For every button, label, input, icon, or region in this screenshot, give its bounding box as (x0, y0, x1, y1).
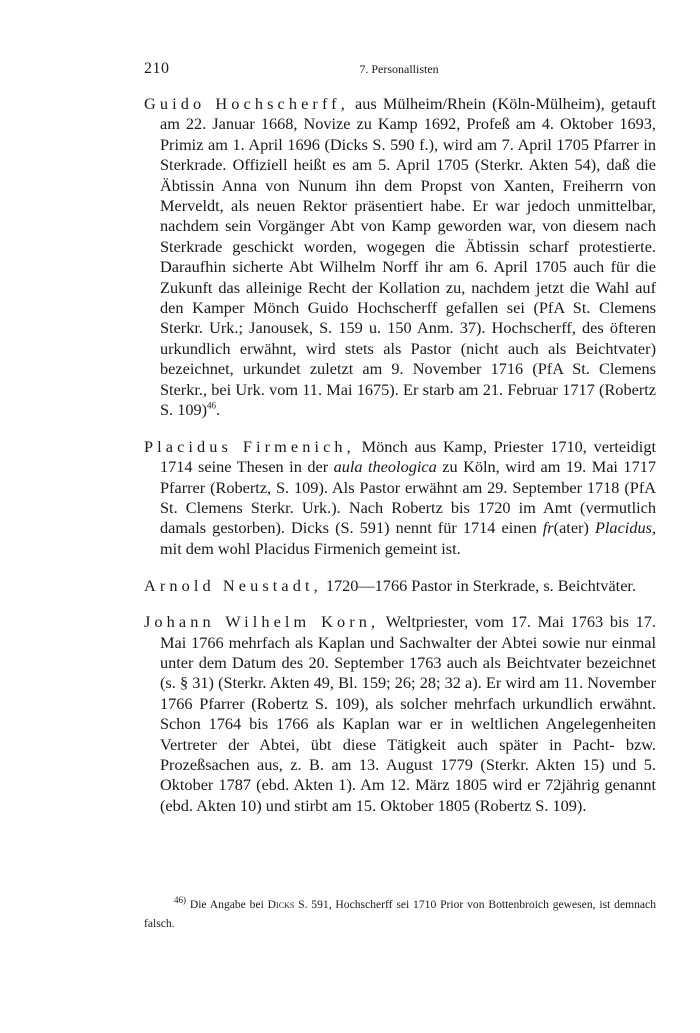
entry-text: aus Mülheim/Rhein (Köln-Mülheim), getauft am 22. Januar 1668, Novize zu Kamp 1692, Profeß am 4. Oktober 1693, Primiz am 1. April 1696 (Dicks S. 590 f.), wird am 7. April 1705 Pfarrer in Sterkrade. Offiziell heißt es am 5. April 1705 (Sterkr. Akten 54), daß die Äbtissin Anna von Nunum ihn dem Propst von Xanten, Freiherrn von Merveldt, als neuen Rektor präsentiert habe. Er war jedoch unmittelbar, nachdem sein Vorgänger Abt von Kamp geworden war, von diesem nach Sterkrade geschickt worden, wogegen die Äbtissin scharf protestierte. Daraufhin sicherte Abt Wilhelm Norff ihr am 6. April 1705 auch für die Zukunft das alleinige Recht der Kollation zu, nachdem jetzt die Wahl auf den Kamper Mönch Guido Hochscherff gefallen sei (PfA St. Clemens Sterkr. Urk.; Janousek, S. 159 u. 150 Anm. 37). Hochscherff, des öfteren urkundlich erwähnt, wird stets als Pastor (nicht auch als Beichtvater) bezeichnet, urkundet zuletzt am 9. November 1716 (PfA St. Clemens Sterkr., bei Urk. vom 11. Mai 1675). Er starb am 21. Februar 1717 (Robertz S. 109) (160, 94, 657, 420)
entry-johann-wilhelm-korn (144, 612, 656, 816)
entry-name: Arnold Neustadt, (144, 575, 322, 595)
footnote-text: S. 591, Hochscherff sei 1710 Prior von Bottenbroich gewesen, ist demnach falsch. (144, 898, 656, 930)
footnote-ref: 46 (207, 400, 217, 411)
entry-name: Placidus Firmenich, (144, 436, 355, 456)
entry-placidus-firmenich (144, 437, 656, 559)
running-head: 7. Personallisten (359, 62, 439, 76)
entry-text: Mönch aus Kamp, Priester 1710, verteidigt 1714 seine Thesen in der (160, 436, 656, 477)
footnote (144, 895, 656, 933)
entry-text: (ater) (553, 518, 595, 538)
entry-arnold-neustadt (144, 576, 656, 596)
page-number: 210 (144, 60, 170, 77)
footnote-marker: 46) (174, 895, 186, 906)
italic-term: aula theologica (333, 457, 437, 477)
footnote-text: Die Angabe bei (186, 898, 268, 911)
personnel-list (144, 94, 656, 820)
italic-term: Placidus, (594, 518, 657, 538)
entry-text: Weltpriester, vom 17. Mai 1763 bis 17. Mai 1766 mehrfach als Kaplan und Sachwalter der Abtei sowie nur einmal unter dem Datum des 20. September 1763 auch als Beichtvater bezeichnet (s. § 31) (Sterkr. Akten 49, Bl. 159; 26; 28; 32 a). Er wird am 11. November 1766 Pfarrer (Robertz S. 109), als solcher mehrfach urkundlich erwähnt. Schon 1764 bis 1766 als Kaplan war er in weltlichen Angelegenheiten Vertreter der Abtei, übt diese Tätigkeit auch später in Pacht- bzw. Prozeßsachen aus, z. B. am 13. August 1779 (Sterkr. Akten 15) und 5. Oktober 1787 (ebd. Akten 1). Am 12. März 1805 wird er 72jährig genannt (ebd. Akten 10) und stirbt am 15. Oktober 1805 (Robertz S. 109). (160, 612, 656, 815)
entry-text: 1720—1766 Pastor in Sterkrade, s. Beichtväter. (321, 575, 637, 595)
entry-name: Guido Hochscherff, (144, 94, 349, 113)
page-header (144, 60, 654, 82)
footnote-author: Dicks (267, 898, 295, 911)
entry-text: zu Köln, wird am 19. Mai 1717 Pfarrer (Robertz, S. 109). Als Pastor erwähnt am 29. September 1718 (PfA St. Clemens Sterkr. Urk.). Nach Robertz bis 1720 im Amt (vermutlich damals gestorben). Dicks (S. 591) nennt für 1714 einen (160, 457, 656, 538)
entry-guido-hochscherff (144, 94, 656, 421)
italic-term: fr (542, 518, 554, 538)
entry-text-tail: . (216, 400, 221, 420)
entry-name: Johann Wilhelm Korn, (144, 612, 380, 632)
entry-text: mit dem wohl Placidus Firmenich gemeint ist. (160, 538, 461, 558)
